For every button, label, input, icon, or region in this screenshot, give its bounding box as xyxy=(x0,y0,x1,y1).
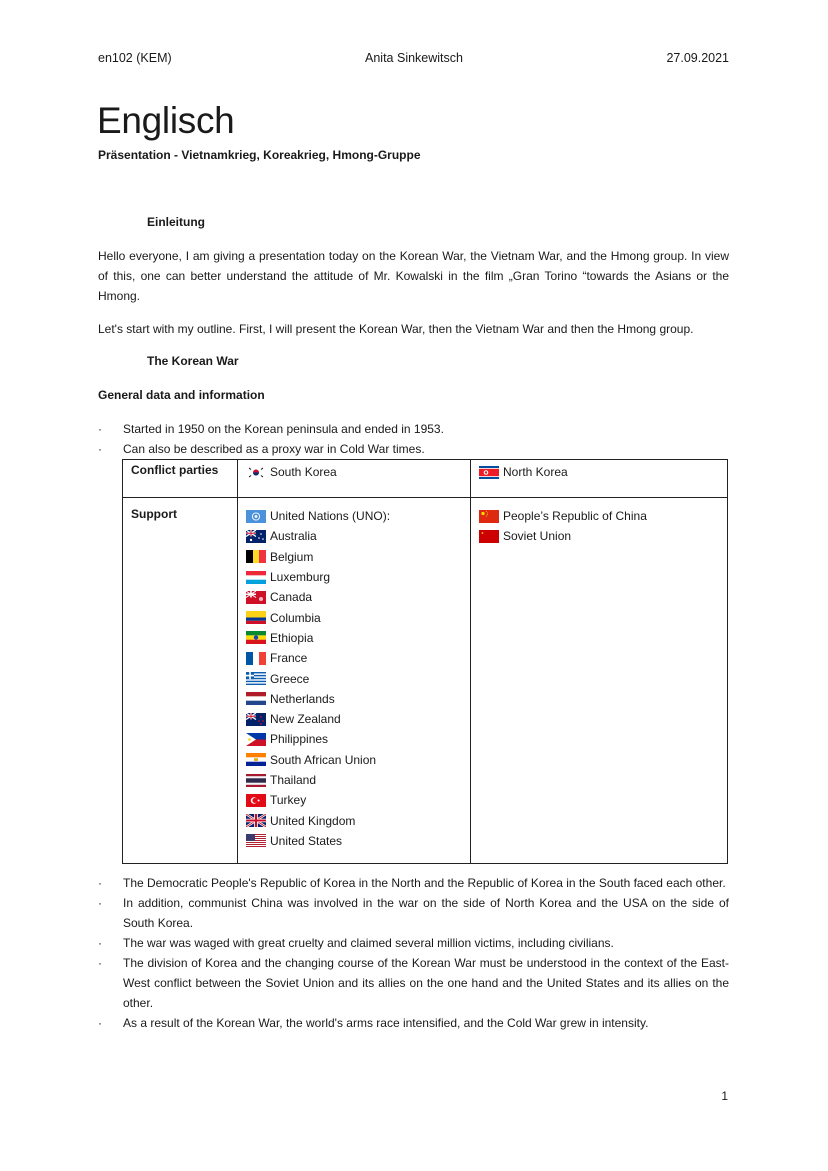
country-entry xyxy=(479,526,727,546)
country-label: Turkey xyxy=(270,793,307,808)
flag-icon xyxy=(246,631,266,644)
flag-icon xyxy=(246,652,266,665)
flag-icon xyxy=(246,834,266,847)
country-label: Australia xyxy=(270,529,317,544)
country-entry xyxy=(246,831,470,851)
general-info-heading: General data and information xyxy=(98,388,265,402)
bullet-item: · Started in 1950 on the Korean peninsula and ended in 1953. xyxy=(98,419,729,439)
header-course: en102 (KEM) xyxy=(98,51,172,65)
page-number: 1 xyxy=(721,1089,728,1103)
header-date: 27.09.2021 xyxy=(666,51,729,65)
country-label: Philippines xyxy=(270,732,329,747)
country-label: New Zealand xyxy=(270,712,341,727)
country-entry xyxy=(246,648,470,668)
country-label: Soviet Union xyxy=(503,529,572,544)
document-title: Englisch xyxy=(97,100,235,141)
bullet-item: · Can also be described as a proxy war in Cold War times. xyxy=(98,439,729,459)
south-korea-flag-icon xyxy=(246,466,266,479)
country-entry xyxy=(246,607,470,627)
flag-icon xyxy=(246,530,266,543)
country-entry xyxy=(246,689,470,709)
country-label: Columbia xyxy=(270,610,321,625)
flag-icon xyxy=(246,733,266,746)
flag-icon xyxy=(246,774,266,787)
country-label: Ethiopia xyxy=(270,630,314,645)
flag-icon xyxy=(246,713,266,726)
table-row-conflict xyxy=(123,460,728,498)
country-label: South African Union xyxy=(270,752,377,767)
bullet-list-bottom xyxy=(98,873,729,1033)
intro-heading: Einleitung xyxy=(147,215,205,229)
country-entry xyxy=(246,810,470,830)
south-korea-entry xyxy=(246,462,470,482)
country-entry xyxy=(246,709,470,729)
north-korea-label: North Korea xyxy=(503,465,568,480)
country-label: United Nations (UNO): xyxy=(270,509,391,524)
country-entry xyxy=(246,567,470,587)
flag-icon xyxy=(479,510,499,523)
bullet-item: · In addition, communist China was involved in the war on the side of North Korea and the USA on the side of South Korea. xyxy=(98,893,729,933)
country-label: Luxemburg xyxy=(270,570,331,585)
north-support-list xyxy=(471,498,727,547)
north-korea-entry xyxy=(479,462,727,482)
bullet-list-top xyxy=(98,419,729,459)
country-label: Thailand xyxy=(270,773,317,787)
intro-paragraph-2: Let's start with my outline. First, I will present the Korean War, then the Vietnam War and then the Hmong group. xyxy=(98,322,694,336)
country-entry xyxy=(246,790,470,810)
country-entry xyxy=(246,547,470,567)
bullet-item: · The war was waged with great cruelty and claimed several million victims, including civilians. xyxy=(98,933,729,953)
country-entry xyxy=(479,506,727,526)
country-entry xyxy=(246,628,470,648)
conflict-parties-table xyxy=(122,459,728,864)
conflict-parties-label: Conflict parties xyxy=(123,460,238,498)
intro-paragraph-1: Hello everyone, I am giving a presentation today on the Korean War, the Vietnam War, and the Hmong group. In view of this, one can better understand the attitude of Mr. Kowalski in the film „Gran Torino “towards the Asians or the Hmong. xyxy=(98,249,729,303)
flag-icon xyxy=(246,550,266,563)
country-entry xyxy=(246,506,470,526)
country-entry xyxy=(246,587,470,607)
flag-icon xyxy=(246,571,266,584)
country-entry xyxy=(246,770,470,790)
south-support-cell xyxy=(238,498,471,864)
north-korea-cell xyxy=(471,460,728,498)
flag-icon xyxy=(246,753,266,766)
flag-icon xyxy=(246,591,266,604)
support-label: Support xyxy=(123,498,238,864)
bullet-item: · The Democratic People's Republic of Korea in the North and the Republic of Korea in the South faced each other. xyxy=(98,873,729,893)
flag-icon xyxy=(246,814,266,827)
bullet-item: · As a result of the Korean War, the world's arms race intensified, and the Cold War grew in intensity. xyxy=(98,1013,729,1033)
document-subtitle: Präsentation - Vietnamkrieg, Koreakrieg, Hmong-Gruppe xyxy=(98,148,421,162)
flag-icon xyxy=(246,611,266,624)
country-entry xyxy=(246,526,470,546)
country-label: United Kingdom xyxy=(270,813,356,828)
country-label: Greece xyxy=(270,671,310,686)
flag-icon xyxy=(246,692,266,705)
header-author: Anita Sinkewitsch xyxy=(365,51,463,65)
country-label: France xyxy=(270,651,308,666)
flag-icon xyxy=(246,672,266,685)
country-label: Canada xyxy=(270,590,313,605)
bullet-item: · The division of Korea and the changing course of the Korean War must be understood in the context of the East-West conflict between the Soviet Union and its allies on the one hand and the United States and its allies on the other. xyxy=(98,953,729,1013)
flag-icon xyxy=(246,794,266,807)
south-korea-cell xyxy=(238,460,471,498)
flag-icon xyxy=(246,510,266,523)
country-entry xyxy=(246,729,470,749)
south-korea-label: South Korea xyxy=(270,465,337,480)
south-support-list xyxy=(238,498,470,851)
country-entry xyxy=(246,750,470,770)
country-label: People’s Republic of China xyxy=(503,509,647,524)
flag-icon xyxy=(479,530,499,543)
korean-war-heading: The Korean War xyxy=(147,354,239,368)
country-entry xyxy=(246,668,470,688)
country-label: Netherlands xyxy=(270,691,335,706)
country-label: Belgium xyxy=(270,549,314,564)
north-support-cell xyxy=(471,498,728,864)
country-label: United States xyxy=(270,833,343,848)
north-korea-flag-icon xyxy=(479,466,499,479)
table-row-support xyxy=(123,498,728,864)
